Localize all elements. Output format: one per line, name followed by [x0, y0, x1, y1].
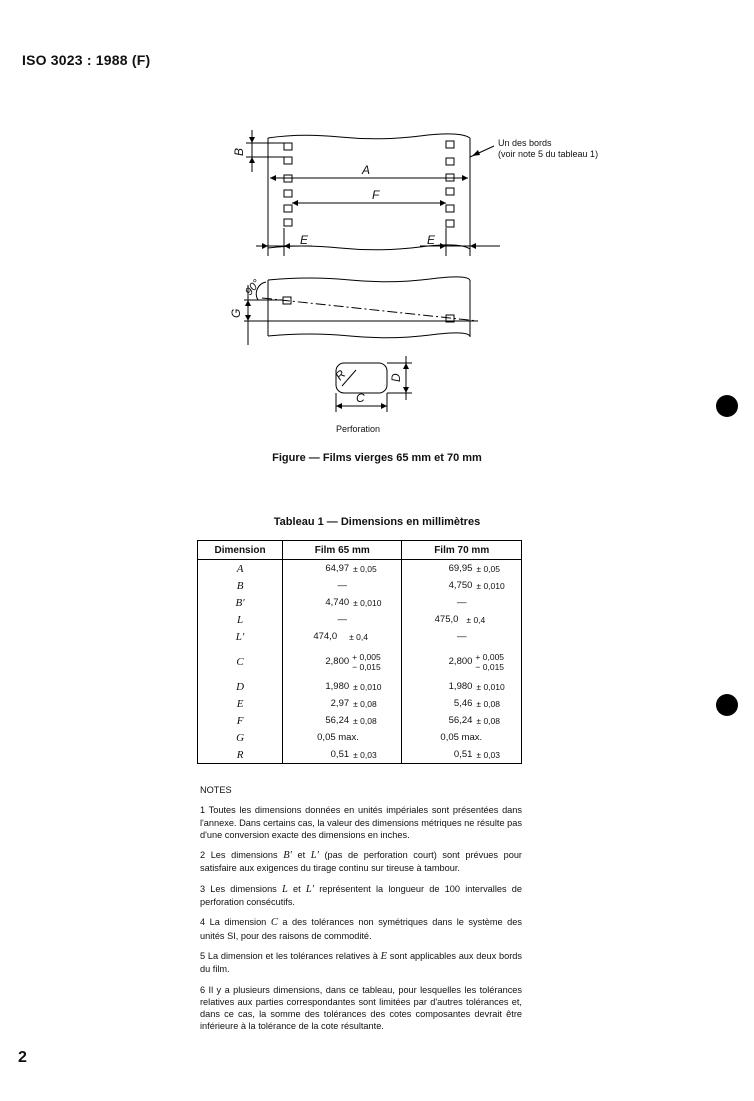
cell-tol-plus: + 0,005: [352, 651, 381, 662]
punch-hole-bottom: [716, 694, 738, 716]
notes-title: NOTES: [200, 785, 232, 795]
cell-tol: ± 0,010: [476, 580, 505, 591]
label-G: G: [229, 308, 243, 318]
perforation-label: Perforation: [336, 424, 381, 434]
header-film-65: Film 65 mm: [283, 541, 402, 560]
cell-value: 0,51: [330, 749, 350, 760]
cell-value: 2,800: [325, 656, 350, 667]
cell-dim: D: [198, 678, 283, 695]
table-row: [198, 594, 522, 611]
cell-value: 0,51: [453, 749, 473, 760]
cell-value: —: [337, 580, 348, 591]
cell-tol-plus: + 0,005: [475, 651, 505, 662]
label-C: C: [356, 391, 365, 405]
table-row: [198, 678, 522, 695]
table-caption: Tableau 1 — Dimensions en millimètres: [273, 516, 481, 528]
cell-dim: E: [198, 695, 283, 712]
table-row: [198, 695, 522, 712]
cell-value: 1,980: [448, 681, 473, 692]
page-number: 2: [18, 1049, 27, 1066]
film-edge-top: [268, 134, 470, 139]
note-2: 2 Les dimensions B′ et L′ (pas de perforation court) sont prévues pour satisfaire aux exigences du tirage continu sur tireuse à tambour.: [200, 850, 522, 874]
cell-dim: R: [198, 746, 283, 764]
cell-tol: ± 0,4: [349, 631, 368, 642]
table-row: [198, 729, 522, 746]
cell-value: 64,97: [325, 563, 350, 574]
cell-dim: G: [198, 729, 283, 746]
cell-tol: ± 0,010: [353, 597, 382, 608]
figure-caption: Figure — Films vierges 65 mm et 70 mm: [272, 452, 482, 464]
cell-dim: L: [198, 611, 283, 628]
cell-value: 474,0: [313, 631, 338, 642]
table-row: [198, 645, 522, 678]
cell-tol: ± 0,010: [476, 681, 505, 692]
note-4: 4 La dimension C a des tolérances non symétriques dans le système des unités SI, pour des raisons de commodité.: [200, 917, 522, 941]
cell-tol-minus: − 0,015: [352, 661, 381, 672]
notes-section: [200, 784, 522, 1041]
cell-dim: F: [198, 712, 283, 729]
note-1: 1 Toutes les dimensions données en unités impériales sont présentées dans l'annexe. Dans certains cas, la valeur des dimensions métriques ne résulte pas d'une conversion exacte des dimensions en inches.: [200, 805, 522, 840]
cell-dim: L′: [198, 628, 283, 645]
cell-value: 4,740: [325, 597, 350, 608]
cell-value: —: [456, 631, 467, 642]
cell-tol: ± 0,05: [353, 563, 377, 574]
table-row: [198, 611, 522, 628]
cell-value: 475,0: [434, 614, 459, 625]
note-3: 3 Les dimensions L et L′ représentent la longueur de 100 intervalles de perforation consécutifs.: [200, 883, 522, 908]
label-A: A: [362, 163, 371, 177]
header-dimension: Dimension: [198, 541, 283, 560]
cell-dim: B: [198, 577, 283, 594]
cell-tol-minus: − 0,015: [475, 661, 505, 672]
cell-value: 69,95: [448, 563, 473, 574]
cell-value: 56,24: [325, 715, 350, 726]
cell-dim: A: [198, 560, 283, 578]
cell-value: 4,750: [448, 580, 473, 591]
cell-value: —: [337, 614, 348, 625]
cell-tol: ± 0,05: [476, 563, 500, 574]
callout-line-1: Un des bords: [498, 138, 552, 148]
perforations-left: [284, 143, 292, 226]
cell-value: 2,97: [330, 698, 350, 709]
label-R: R: [332, 367, 349, 384]
dimensions-table: [197, 540, 522, 764]
label-E-left: E: [300, 233, 309, 247]
cell-value: —: [456, 597, 467, 608]
cell-tol: ± 0,03: [353, 749, 377, 760]
table-row: [198, 746, 522, 764]
cell-tol: ± 0,08: [476, 698, 500, 709]
cell-value: 5,46: [453, 698, 473, 709]
label-E-right: E: [427, 233, 436, 247]
table-row: [198, 712, 522, 729]
cell-tol: ± 0,010: [353, 681, 382, 692]
cell-tol: ± 0,08: [353, 698, 377, 709]
cell-value: 0,05 max.: [440, 732, 483, 743]
label-D: D: [389, 373, 403, 382]
callout-line-2: (voir note 5 du tableau 1): [498, 149, 599, 159]
cell-dim: C: [198, 645, 283, 678]
cell-value: 1,980: [325, 681, 350, 692]
cell-value: 2,800: [448, 656, 473, 667]
note-6: 6 Il y a plusieurs dimensions, dans ce tableau, pour lesquelles les tolérances relatives aux parties correspondantes sont limitées par d'autres tolérances et, dans ce cas, la somme des tolérances des cotes composantes devrait être inférieure à la tolérance de la cote résultante.: [200, 984, 522, 1032]
cell-tol: ± 0,4: [466, 614, 486, 625]
header-film-70: Film 70 mm: [402, 541, 522, 560]
table-row: [198, 577, 522, 594]
cell-tol: ± 0,08: [353, 715, 377, 726]
document-header: ISO 3023 : 1988 (F): [22, 52, 151, 68]
table-row: [198, 628, 522, 645]
film-diagram: [0, 0, 754, 445]
cell-tol: ± 0,03: [476, 749, 500, 760]
label-90-deg: 90°: [243, 277, 263, 298]
note-5: 5 La dimension et les tolérances relatives à E sont applicables aux deux bords du film.: [200, 950, 522, 975]
cell-tol: ± 0,08: [476, 715, 500, 726]
cell-value: 56,24: [448, 715, 473, 726]
cell-value: 0,05 max.: [317, 732, 359, 743]
table-row: [198, 560, 522, 578]
label-B: B: [232, 147, 246, 156]
table-header-row: [198, 541, 522, 560]
label-F: F: [372, 188, 380, 202]
perforations-right: [446, 141, 454, 227]
cell-dim: B′: [198, 594, 283, 611]
